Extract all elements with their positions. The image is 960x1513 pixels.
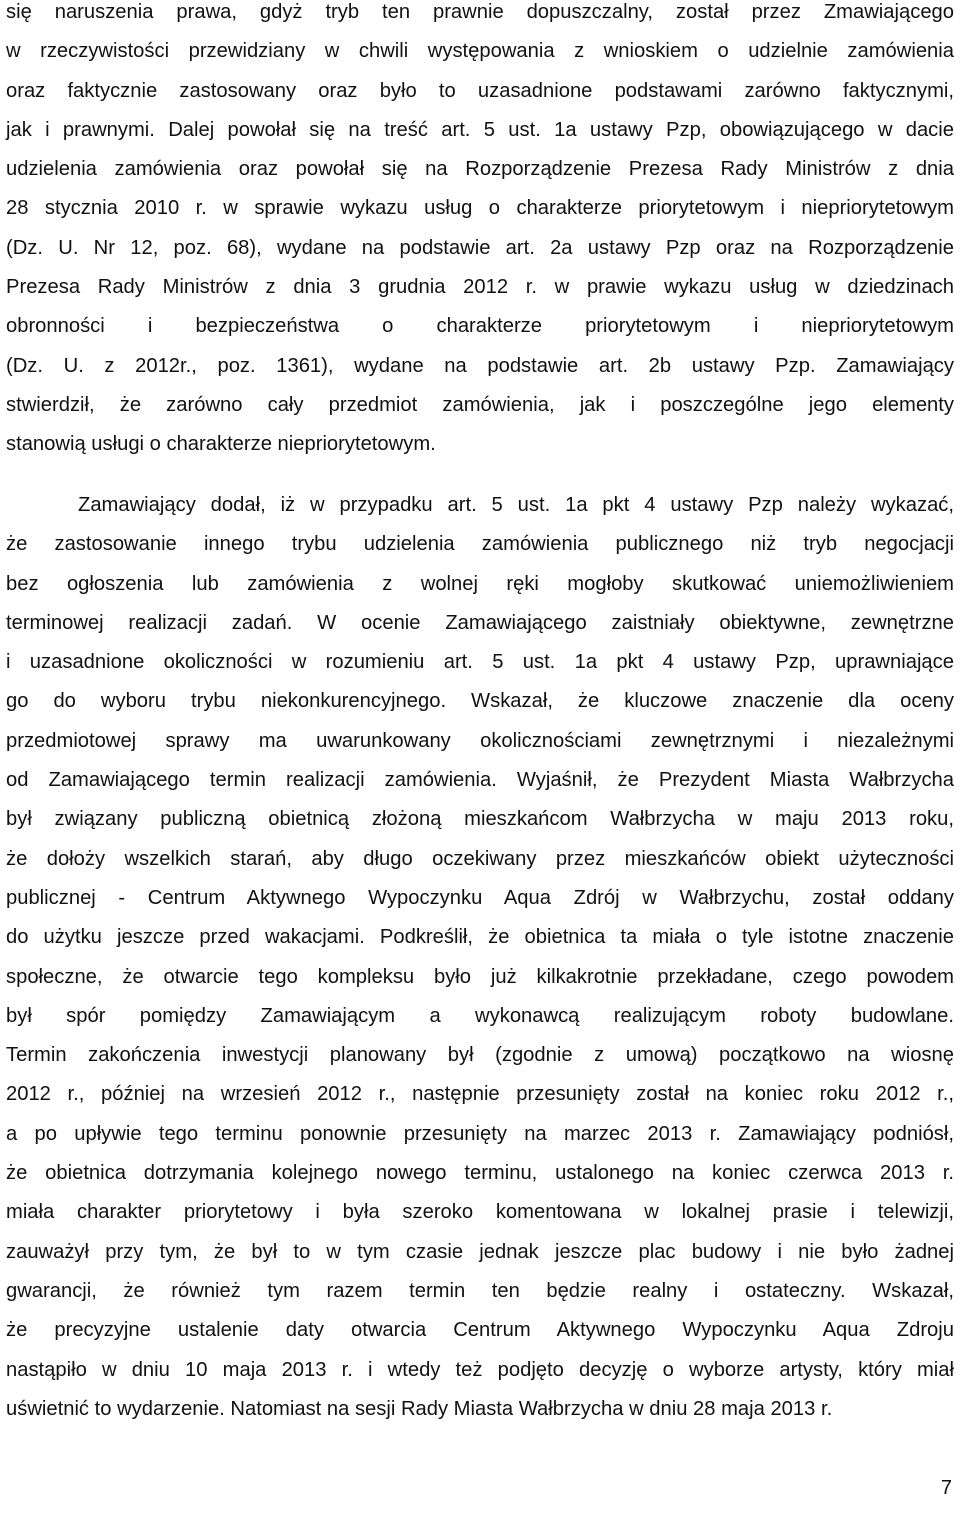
- text-line: nastąpiło w dniu 10 maja 2013 r. i wtedy też podjęto decyzję o wyborze artysty, który miał: [6, 1358, 954, 1381]
- text-line: społeczne, że otwarcie tego kompleksu było już kilkakrotnie przekładane, czego powodem: [6, 965, 954, 988]
- text-line: przedmiotowej sprawy ma uwarunkowany okolicznościami zewnętrznymi i niezależnymi: [6, 729, 954, 752]
- text-line: w rzeczywistości przewidziany w chwili występowania z wnioskiem o udzielnie zamówienia: [6, 40, 954, 63]
- text-line: był spór pomiędzy Zamawiającym a wykonawcą realizującym roboty budowlane.: [6, 1004, 954, 1027]
- page-number: 7: [940, 1477, 952, 1499]
- paragraph-continuation: [6, 0, 954, 465]
- text-line: 2012 r., później na wrzesień 2012 r., następnie przesunięty został na koniec roku 2012 r.,: [6, 1083, 954, 1106]
- text-line: terminowej realizacji zadań. W ocenie Zamawiającego zaistniały obiektywne, zewnętrzne: [6, 611, 954, 634]
- text-line: że zastosowanie innego trybu udzielenia zamówienia publicznego niż tryb negocjacji: [6, 533, 954, 556]
- text-line: uświetnić to wydarzenie. Natomiast na sesji Rady Miasta Wałbrzycha w dniu 28 maja 2013 r.: [6, 1397, 833, 1420]
- text-line: gwarancji, że również tym razem termin ten będzie realny i ostateczny. Wskazał,: [6, 1279, 954, 1302]
- text-line: Zamawiający dodał, iż w przypadku art. 5 ust. 1a pkt 4 ustawy Pzp należy wykazać,: [78, 494, 954, 516]
- text-line: (Dz. U. Nr 12, poz. 68), wydane na podstawie art. 2a ustawy Pzp oraz na Rozporządzenie: [6, 236, 954, 259]
- text-line: że dołoży wszelkich starań, aby długo oczekiwany przez mieszkańców obiekt użyteczności: [6, 847, 954, 870]
- text-line: Prezesa Rady Ministrów z dnia 3 grudnia 2012 r. w prawie wykazu usług w dziedzinach: [6, 276, 954, 299]
- text-line: że obietnica dotrzymania kolejnego nowego terminu, ustalonego na koniec czerwca 2013 r.: [6, 1162, 954, 1185]
- text-line: że precyzyjne ustalenie daty otwarcia Centrum Aktywnego Wypoczynku Aqua Zdroju: [6, 1319, 954, 1342]
- text-line: miała charakter priorytetowy i była szeroko komentowana w lokalnej prasie i telewizji,: [6, 1201, 954, 1224]
- text-line: Termin zakończenia inwestycji planowany był (zgodnie z umową) początkowo na wiosnę: [6, 1044, 954, 1067]
- text-line: 28 stycznia 2010 r. w sprawie wykazu usług o charakterze priorytetowym i niepriorytetowym: [6, 197, 954, 220]
- text-line: był związany publiczną obietnicą złożoną mieszkańcom Wałbrzycha w maju 2013 roku,: [6, 808, 954, 831]
- text-line: a po upływie tego terminu ponownie przesunięty na marzec 2013 r. Zamawiający podniósł,: [6, 1122, 954, 1145]
- text-line: do użytku jeszcze przed wakacjami. Podkreślił, że obietnica ta miała o tyle istotne znaczenie: [6, 926, 954, 949]
- text-line: jak i prawnymi. Dalej powołał się na treść art. 5 ust. 1a ustawy Pzp, obowiązującego w dacie: [6, 118, 954, 141]
- text-line: publicznej - Centrum Aktywnego Wypoczynku Aqua Zdrój w Wałbrzychu, został oddany: [6, 886, 954, 909]
- text-line: oraz faktycznie zastosowany oraz było to uzasadnione podstawami zarówno faktycznymi,: [6, 79, 954, 102]
- text-line: bez ogłoszenia lub zamówienia z wolnej ręki mogłoby skutkować uniemożliwieniem: [6, 572, 954, 595]
- text-line: stwierdził, że zarówno cały przedmiot zamówienia, jak i poszczególne jego elementy: [6, 393, 954, 416]
- text-line: udzielenia zamówienia oraz powołał się na Rozporządzenie Prezesa Rady Ministrów z dnia: [6, 158, 954, 181]
- text-line: obronności i bezpieczeństwa o charakterze priorytetowym i niepriorytetowym: [6, 315, 954, 338]
- text-line: zauważył przy tym, że był to w tym czasie jednak jeszcze plac budowy i nie było żadnej: [6, 1240, 954, 1263]
- text-line: (Dz. U. z 2012r., poz. 1361), wydane na podstawie art. 2b ustawy Pzp. Zamawiający: [6, 354, 954, 377]
- text-line: stanowią usługi o charakterze niepriorytetowym.: [6, 433, 436, 456]
- text-line: od Zamawiającego termin realizacji zamówienia. Wyjaśnił, że Prezydent Miasta Wałbrzycha: [6, 769, 954, 792]
- text-line: i uzasadnione okoliczności w rozumieniu art. 5 ust. 1a pkt 4 ustawy Pzp, uprawniające: [6, 651, 954, 674]
- text-line: go do wyboru trybu niekonkurencyjnego. Wskazał, że kluczowe znaczenie dla oceny: [6, 690, 954, 713]
- paragraph-main: [6, 486, 954, 1429]
- text-line: się naruszenia prawa, gdyż tryb ten prawnie dopuszczalny, został przez Zmawiającego: [6, 1, 954, 23]
